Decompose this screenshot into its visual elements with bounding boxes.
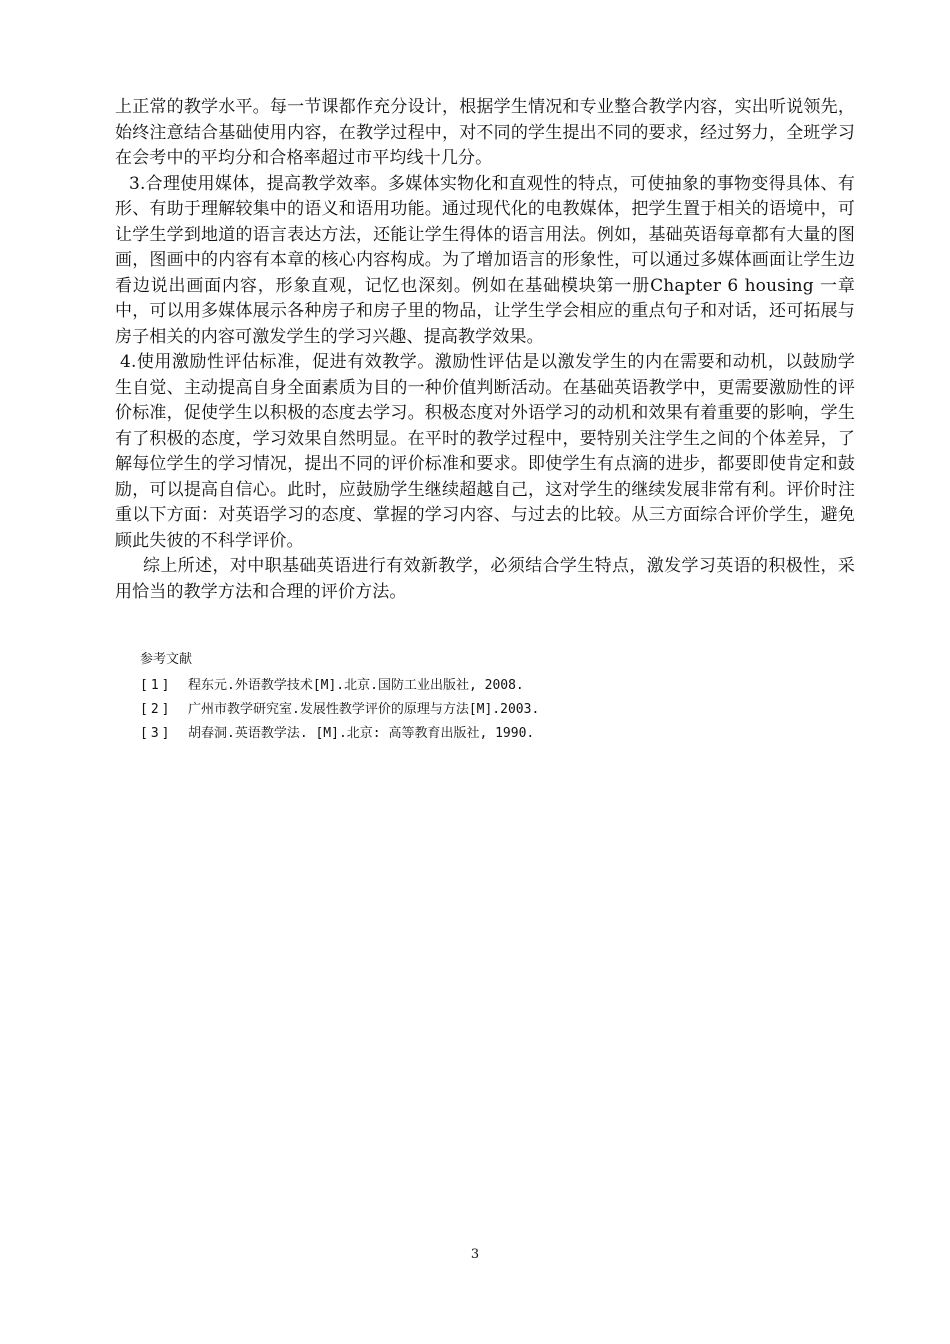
body-text [115,95,855,605]
reference-text: 程东元.外语教学技术[M].北京.国防工业出版社, 2008. [188,678,524,693]
paragraph-conclusion: 综上所述，对中职基础英语进行有效新教学，必须结合学生特点，激发学习英语的积极性，采用恰当的教学方法和合理的评价方法。 [115,556,855,602]
reference-item [140,698,840,722]
reference-number: [1] [140,678,173,693]
reference-text: 广州市教学研究室.发展性教学评价的原理与方法[M].2003. [188,702,540,717]
page-number: 3 [470,1247,480,1262]
paragraph-evaluation: 4.使用激励性评估标准，促进有效教学。激励性评估是以激发学生的内在需要和动机，以鼓励学生自觉、主动提高自身全面素质为目的一种价值判断活动。在基础英语教学中，更需要激励性的评价标准，促使学生以积极的态度去学习。积极态度对外语学习的动机和效果有着重要的影响，学生有了积极的态度，学习效果自然明显。在平时的教学过程中，要特别关注学生之间的个体差异，了解每位学生的学习情况，提出不同的评价标准和要求。即使学生有点滴的进步，都要即使肯定和鼓励，可以提高自信心。此时，应鼓励学生继续超越自己，这对学生的继续发展非常有利。评价时注重以下方面：对英语学习的态度、掌握的学习内容、与过去的比较。从三方面综合评价学生，避免顾此失彼的不科学评价。 [115,352,855,551]
references-section [140,648,840,746]
reference-number: [2] [140,702,173,717]
reference-item [140,722,840,746]
paragraph-continuation: 上正常的教学水平。每一节课都作充分设计，根据学生情况和专业整合教学内容，实出听说领先，始终注意结合基础使用内容，在教学过程中，对不同的学生提出不同的要求，经过努力，全班学习在会考中的平均分和合格率超过市平均线十几分。 [115,97,855,168]
paragraph-media: 3.合理使用媒体，提高教学效率。多媒体实物化和直观性的特点，可使抽象的事物变得具体、有形、有助于理解较集中的语义和语用功能。通过现代化的电教媒体，把学生置于相关的语境中，可让学生学到地道的语言表达方法，还能让学生得体的语言用法。例如，基础英语每章都有大量的图画，图画中的内容有本章的核心内容构成。为了增加语言的形象性，可以通过多媒体画面让学生边看边说出画面内容，形象直观，记忆也深刻。例如在基础模块第一册Chapter 6 housing 一章中，可以用多媒体展示各种房子和房子里的物品，让学生学会相应的重点句子和对话，还可拓展与房子相关的内容可激发学生的学习兴趣、提高教学效果。 [115,173,855,347]
reference-text: 胡春洞.英语教学法. [M].北京: 高等教育出版社, 1990. [188,726,535,741]
reference-item [140,674,840,698]
reference-number: [3] [140,726,173,741]
references-heading: 参考文献 [140,652,193,667]
